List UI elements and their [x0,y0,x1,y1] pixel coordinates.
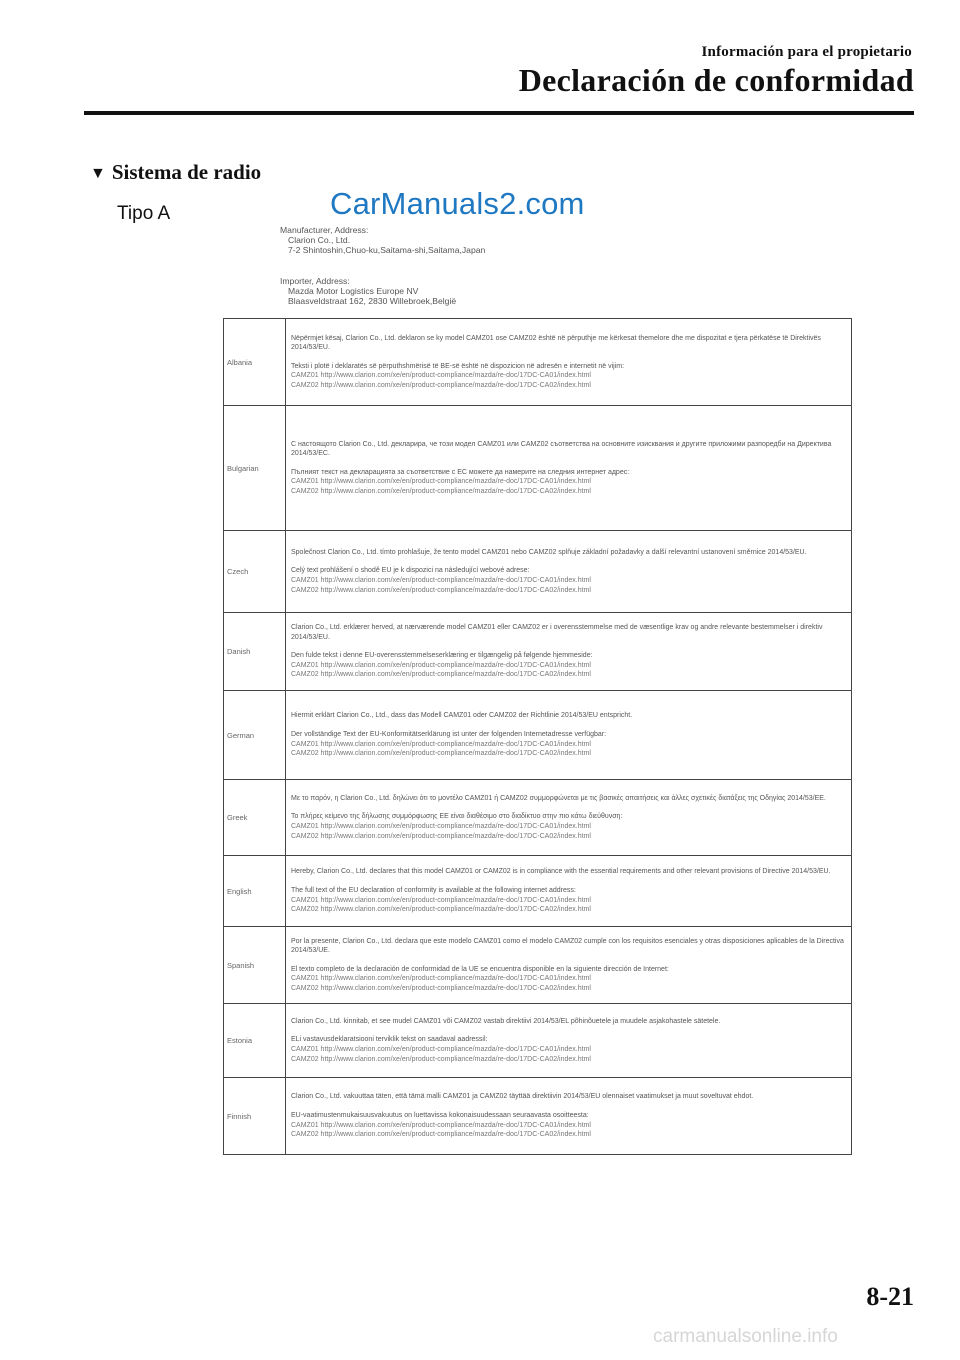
declaration-language: Albania [224,319,286,406]
declaration-text-cell [286,406,852,531]
watermark-logo: CarManuals2.com [330,186,585,221]
declaration-row [224,406,852,531]
declaration-text-cell [286,856,852,927]
section-title: Sistema de radio [111,160,262,184]
declaration-availability: Teksti i plotë i deklaratës së përputhshmërisë të BE-së është në dispozicion në adresën e internetit në vijim: [291,362,625,370]
declaration-url[interactable]: CAMZ01 http://www.clarion.com/xe/en/product-compliance/mazda/re-doc/17DC-CA01/index.html [291,1046,591,1053]
declaration-statement: Hereby, Clarion Co., Ltd. declares that this model CAMZ01 or CAMZ02 is in compliance with the essential requirements and other relevant provisions of Directive 2014/53/EU. [291,868,831,876]
declaration-url[interactable]: CAMZ02 http://www.clarion.com/xe/en/product-compliance/mazda/re-doc/17DC-CA02/index.html [291,1131,591,1139]
declaration-row [224,1078,852,1155]
declaration-availability: Το πλήρες κείμενο της δήλωσης συμμόρφωσης ΕΕ είναι διαθέσιμο στο διαδίκτυο στην πιο κάτω διεύθυνση: [291,813,623,821]
declaration-language: Bulgarian [224,406,286,531]
page-number: 8-21 [866,1282,914,1311]
declaration-row [224,613,852,691]
declaration-language: English [224,856,286,927]
declaration-availability: Пълният текст на декларацията за съответствие с ЕС можете да намерите на следния интернет адрес: [291,468,630,476]
declaration-language: Spanish [224,927,286,1004]
declaration-row [224,927,852,1004]
declaration-text-cell [286,1004,852,1078]
declaration-language: German [224,691,286,780]
header-subtitle: Información para el propietario [701,44,912,60]
declaration-row [224,780,852,856]
declaration-url[interactable]: CAMZ01 http://www.clarion.com/xe/en/product-compliance/mazda/re-doc/17DC-CA01/index.html [291,1121,591,1129]
declaration-url[interactable]: CAMZ02 http://www.clarion.com/xe/en/product-compliance/mazda/re-doc/17DC-CA02/index.html [291,671,591,679]
declaration-availability: Der vollständige Text der EU-Konformitätserklärung ist unter der folgenden Internetadresse verfügbar: [291,730,607,738]
declaration-row [224,856,852,927]
declaration-url[interactable]: CAMZ01 http://www.clarion.com/xe/en/product-compliance/mazda/re-doc/17DC-CA01/index.html [291,577,591,584]
declaration-row [224,319,852,406]
declaration-table [223,318,852,1155]
declaration-url[interactable]: CAMZ02 http://www.clarion.com/xe/en/product-compliance/mazda/re-doc/17DC-CA02/index.html [291,750,591,758]
importer-name: Mazda Motor Logistics Europe NV [288,286,419,296]
manufacturer-address: 7-2 Shintoshin,Chuo-ku,Saitama-shi,Saitama,Japan [288,245,486,255]
declaration-row [224,691,852,780]
type-label: Tipo A [117,203,171,224]
declaration-text-cell [286,319,852,406]
declaration-statement: Clarion Co., Ltd. vakuuttaa täten, että tämä malli CAMZ01 ja CAMZ02 täyttää direktiivin 2014/53/EU olennaiset vaatimukset ja muut soveltuvat ehdot. [291,1093,754,1101]
declaration-url[interactable]: CAMZ02 http://www.clarion.com/xe/en/product-compliance/mazda/re-doc/17DC-CA02/index.html [291,906,591,914]
declaration-language: Finnish [224,1078,286,1155]
declaration-url[interactable]: CAMZ01 http://www.clarion.com/xe/en/product-compliance/mazda/re-doc/17DC-CA01/index.html [291,896,591,904]
declaration-url[interactable]: CAMZ02 http://www.clarion.com/xe/en/product-compliance/mazda/re-doc/17DC-CA02/index.html [291,984,591,992]
declaration-availability: Celý text prohlášení o shodě EU je k dispozici na následující webové adrese: [291,567,530,575]
declaration-statement: Společnost Clarion Co., Ltd. tímto prohlašuje, že tento model CAMZ01 nebo CAMZ02 splňuje základní požadavky a další relevantní ustanovení směrnice 2014/53/EU. [291,548,807,556]
declaration-url[interactable]: CAMZ02 http://www.clarion.com/xe/en/product-compliance/mazda/re-doc/17DC-CA02/index.html [291,1055,591,1063]
declaration-url[interactable]: CAMZ01 http://www.clarion.com/xe/en/product-compliance/mazda/re-doc/17DC-CA01/index.html [291,975,591,983]
importer-label: Importer, Address: [280,276,350,286]
declaration-availability: The full text of the EU declaration of conformity is available at the following internet address: [291,886,576,894]
declaration-url[interactable]: CAMZ02 http://www.clarion.com/xe/en/product-compliance/mazda/re-doc/17DC-CA02/index.html [291,586,591,594]
declaration-statement: Por la presente, Clarion Co., Ltd. declara que este modelo CAMZ01 como el modelo CAMZ02 cumple con los requisitos esenciales y otras disposiciones aplicables de la Directiva 2014/53/UE. [291,937,844,955]
declaration-availability: Den fulde tekst i denne EU-overensstemmelseserklæring er tilgængelig på følgende hjemmeside: [291,652,593,660]
declaration-statement: Clarion Co., Ltd. kinnitab, et see mudel CAMZ01 või CAMZ02 vastab direktiivi 2014/53/EL põhinõuetele ja muudele asjakohastele sätetele. [291,1017,721,1025]
declaration-availability: ELi vastavusdeklaratsiooni terviklik tekst on saadaval aadressil: [291,1036,488,1044]
declaration-row [224,531,852,613]
importer-address: Blaasveldstraat 162, 2830 Willebroek,België [288,296,457,306]
declaration-availability: El texto completo de la declaración de conformidad de la UE se encuentra disponible en la siguiente dirección de Internet: [291,965,669,973]
declaration-text-cell [286,691,852,780]
triangle-marker-icon: ▼ [90,165,106,182]
declaration-text-cell [286,613,852,691]
declaration-text-cell [286,531,852,613]
declaration-language: Greek [224,780,286,856]
declaration-url[interactable]: CAMZ02 http://www.clarion.com/xe/en/product-compliance/mazda/re-doc/17DC-CA02/index.html [291,381,591,389]
manufacturer-block [280,225,485,306]
manufacturer-name: Clarion Co., Ltd. [288,235,351,245]
header-divider [84,111,914,115]
declaration-text-cell [286,927,852,1004]
manufacturer-label: Manufacturer, Address: [280,225,369,235]
declaration-language: Estonia [224,1004,286,1078]
declaration-availability: EU-vaatimustenmukaisuusvakuutus on luettavissa kokonaisuudessaan seuraavasta osoitteesta: [291,1111,589,1119]
declaration-url[interactable]: CAMZ01 http://www.clarion.com/xe/en/product-compliance/mazda/re-doc/17DC-CA01/index.html [291,372,591,380]
declaration-statement: С настоящото Clarion Co., Ltd. декларира, че този модел CAMZ01 или CAMZ02 съответства на основните изисквания и другите приложими разпоредби на Директива 2014/53/ЕС. [291,440,832,458]
declaration-url[interactable]: CAMZ01 http://www.clarion.com/xe/en/product-compliance/mazda/re-doc/17DC-CA01/index.html [291,661,591,669]
declaration-language: Danish [224,613,286,691]
declaration-url[interactable]: CAMZ01 http://www.clarion.com/xe/en/product-compliance/mazda/re-doc/17DC-CA01/index.html [291,740,591,748]
footer-watermark: carmanualsonline.info [653,1326,838,1347]
declaration-language: Czech [224,531,286,613]
declaration-row [224,1004,852,1078]
page-title: Declaración de conformidad [518,62,914,98]
declaration-url[interactable]: CAMZ01 http://www.clarion.com/xe/en/product-compliance/mazda/re-doc/17DC-CA01/index.html [291,823,591,830]
declaration-statement: Hiermit erklärt Clarion Co., Ltd., dass das Modell CAMZ01 oder CAMZ02 der Richtlinie 2014/53/EU entspricht. [291,712,633,720]
declaration-statement: Με το παρόν, η Clarion Co., Ltd. δηλώνει ότι το μοντέλο CAMZ01 ή CAMZ02 συμμορφώνεται με τις βασικές απαιτήσεις και άλλες σχετικές διατάξεις της Οδηγίας 2014/53/ΕΕ. [291,794,826,802]
declaration-statement: Nëpërmjet kësaj, Clarion Co., Ltd. deklaron se ky model CAMZ01 ose CAMZ02 është në përputhje me kërkesat themelore dhe me dispozitat e tjera përkatëse të Direktivës 2014/53/EU. [291,334,821,352]
declaration-statement: Clarion Co., Ltd. erklærer herved, at nærværende model CAMZ01 eller CAMZ02 er i overensstemmelse med de væsentlige krav og andre relevante bestemmelser i direktiv 2014/53/EU. [291,624,823,641]
section-heading [90,160,261,185]
declaration-text-cell [286,780,852,856]
declaration-url[interactable]: CAMZ02 http://www.clarion.com/xe/en/product-compliance/mazda/re-doc/17DC-CA02/index.html [291,487,591,495]
declaration-url[interactable]: CAMZ01 http://www.clarion.com/xe/en/product-compliance/mazda/re-doc/17DC-CA01/index.html [291,478,591,486]
declaration-text-cell [286,1078,852,1155]
declaration-url[interactable]: CAMZ02 http://www.clarion.com/xe/en/product-compliance/mazda/re-doc/17DC-CA02/index.html [291,832,591,840]
